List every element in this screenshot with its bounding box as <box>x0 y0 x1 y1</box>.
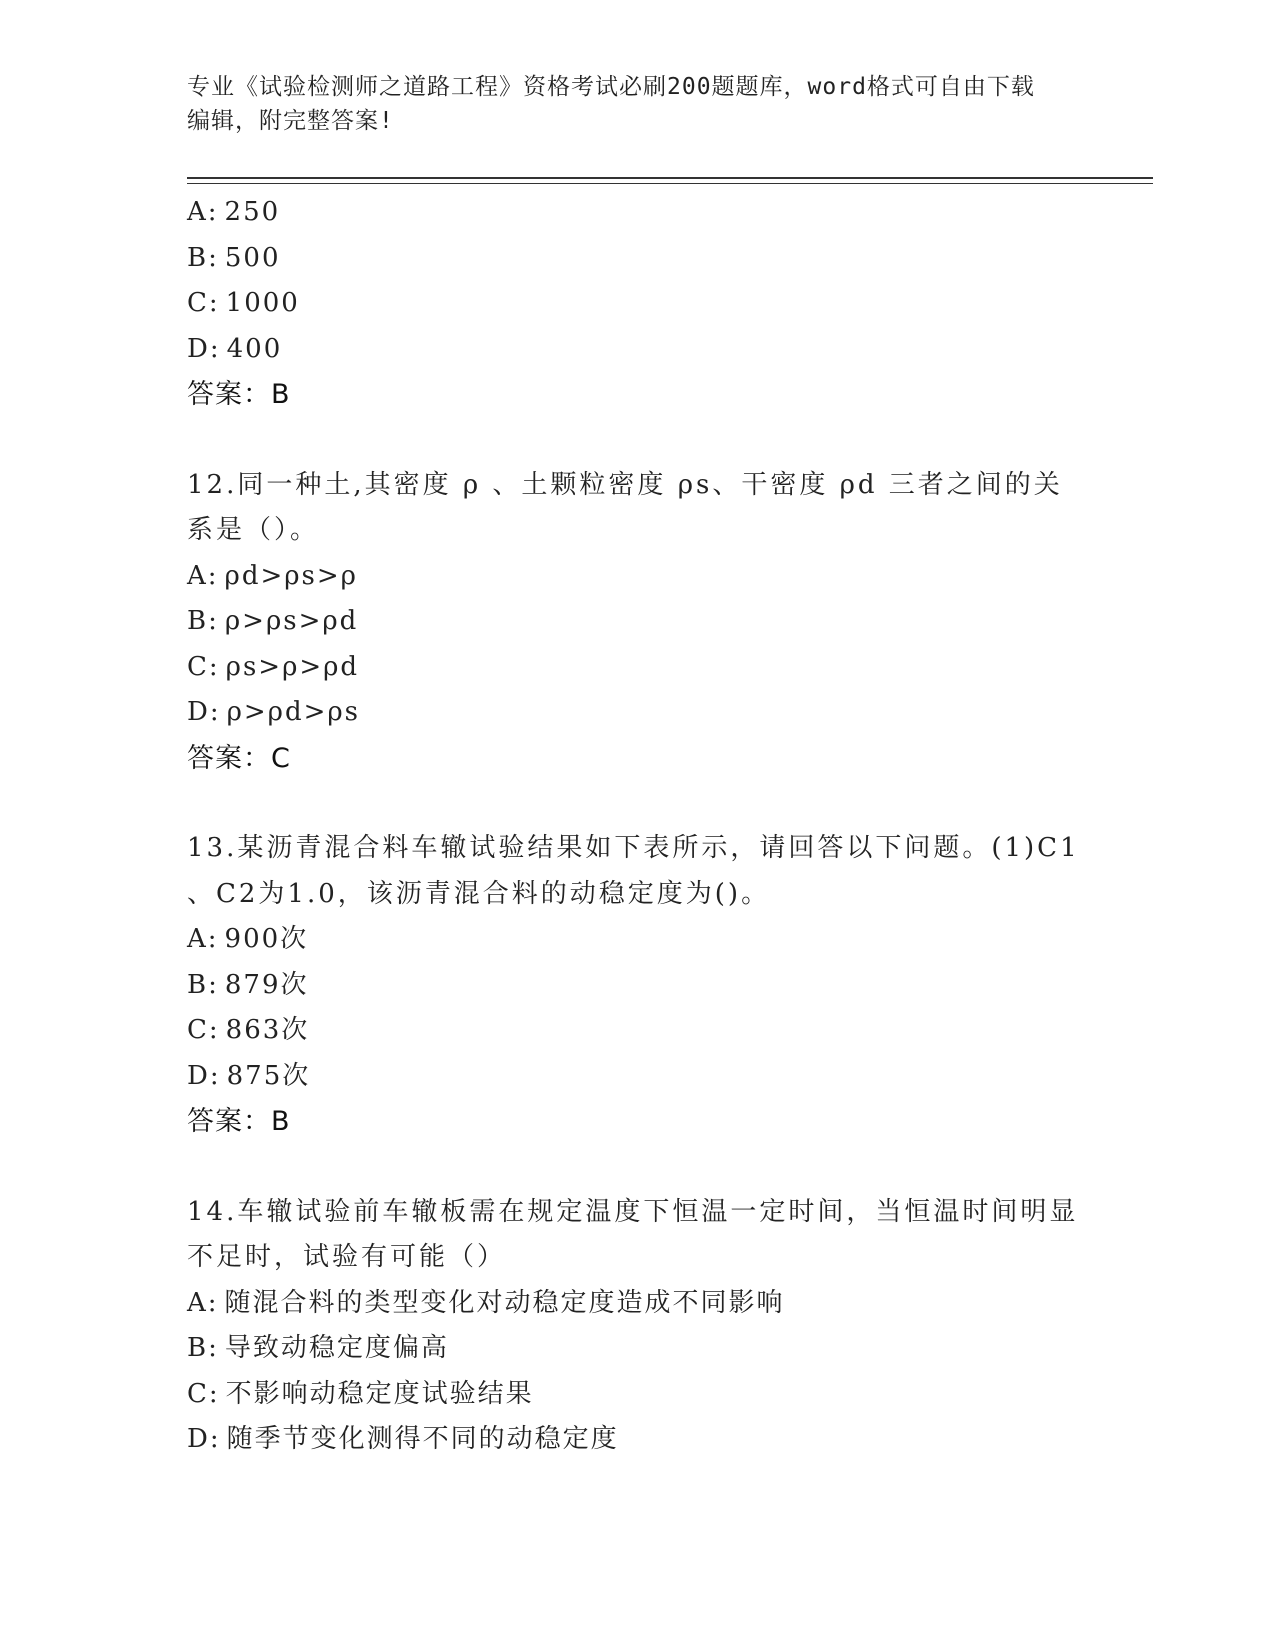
question-text-line-1: 12.同一种土,其密度 ρ 、土颗粒密度 ρs、干密度 ρd 三者之间的关 <box>187 469 1063 500</box>
question-text-line-2: 系是（）。 <box>187 515 320 545</box>
document-header <box>187 70 1087 138</box>
spacer <box>187 1145 1087 1190</box>
option-c: C:ρs>ρ>ρd <box>187 651 360 682</box>
header-line-2: 编辑，附完整答案! <box>187 108 394 134</box>
option-b: B: 500 <box>187 242 281 273</box>
option-a: A: 250 <box>187 197 281 227</box>
option-a: A: 900次 <box>187 924 309 954</box>
spacer <box>187 418 1087 463</box>
option-a: A:ρd>ρs>ρ <box>187 560 358 591</box>
question-11 <box>187 190 1087 418</box>
option-d: D:ρ>ρd>ρs <box>187 697 361 727</box>
question-text-line-1: 14.车辙试验前车辙板需在规定温度下恒温一定时间，当恒温时间明显 <box>187 1196 1079 1227</box>
header-divider-thin <box>187 183 1153 184</box>
answer-line: 答案：B <box>187 1106 291 1137</box>
option-d: D: 随季节变化测得不同的动稳定度 <box>187 1424 619 1454</box>
option-c: C: 不影响动稳定度试验结果 <box>187 1378 534 1409</box>
option-d: D: 400 <box>187 333 283 364</box>
question-12 <box>187 463 1087 782</box>
question-13 <box>187 826 1087 1145</box>
option-c: C: 863次 <box>187 1015 310 1045</box>
question-14 <box>187 1190 1087 1463</box>
option-d: D: 875次 <box>187 1060 311 1091</box>
question-text-line-2: 、C2为1.0，该沥青混合料的动稳定度为()。 <box>187 878 771 909</box>
option-c: C: 1000 <box>187 288 300 318</box>
answer-line: 答案：C <box>187 742 291 774</box>
question-text-line-1: 13.某沥青混合料车辙试验结果如下表所示，请回答以下问题。(1)C1 <box>187 833 1080 863</box>
header-divider-thick <box>187 177 1153 179</box>
answer-line: 答案：B <box>187 379 291 410</box>
question-text-line-2: 不足时，试验有可能（） <box>187 1242 507 1272</box>
spacer <box>187 781 1087 826</box>
header-line-1: 专业《试验检测师之道路工程》资格考试必刷200题题库，word格式可自由下载 <box>187 74 1035 100</box>
option-a: A: 随混合料的类型变化对动稳定度造成不同影响 <box>187 1287 785 1318</box>
option-b: B: 879次 <box>187 969 309 1000</box>
option-b: B:ρ>ρs>ρd <box>187 606 359 636</box>
question-list <box>187 190 1087 1463</box>
option-b: B: 导致动稳定度偏高 <box>187 1333 449 1363</box>
